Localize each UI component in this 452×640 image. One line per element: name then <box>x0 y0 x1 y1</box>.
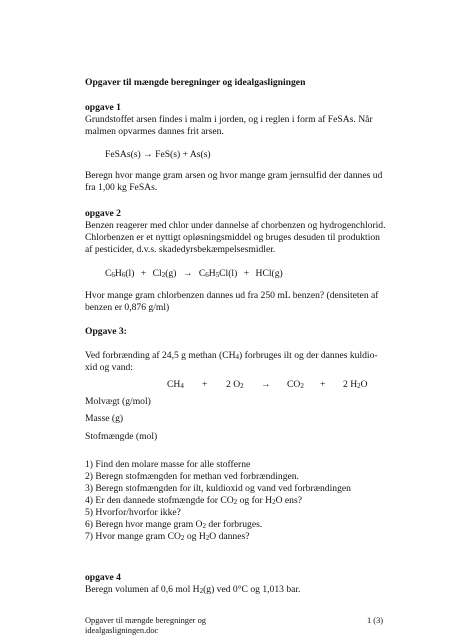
opgave3-intro-line2: xid og vand: <box>85 362 133 373</box>
co2-formula: $CO_2$ <box>287 379 304 390</box>
reaction-arrow: → <box>261 379 271 390</box>
list-item: 4) Er den dannede stofmængde for $CO_2$ og for $H_2O$ ens? <box>85 495 302 506</box>
reaction-arrow: → <box>182 268 193 279</box>
opgave1-question-line1: Beregn hvor mange gram arsen og hvor mange gram jernsulfid der dannes ud <box>85 170 383 181</box>
opgave2-question-line1: Hvor mange gram chlorbenzen dannes ud fra 250 mL benzen? (densiteten af <box>85 290 379 301</box>
document-title: Opgaver til mængde beregninger og idealgasligningen <box>85 77 306 88</box>
list-item: 5) Hvorfor/hvorfor ikke? <box>85 507 181 518</box>
opgave1-equation: FeSAs(s) → FeS(s) + As(s) <box>105 149 211 160</box>
opgave3-intro-line1: Ved forbrænding af 24,5 g methan $(CH_4)$ forbruges ilt og der dannes kuldio- <box>85 350 378 361</box>
opgave2-text-line3: af pesticider, d.v.s. skadedyrsbekæmpelsesmidler. <box>85 244 276 255</box>
list-item: 2) Beregn stofmængden for methan ved forbrændingen. <box>85 471 299 482</box>
row-label-masse: Masse (g) <box>85 413 124 424</box>
list-item: 7) Hvor mange gram $CO_2$ og $H_2O$ dannes? <box>85 531 250 542</box>
methane-formula: $CH_4$ <box>167 379 184 390</box>
row-label-molvaegt: Molvægt (g/mol) <box>85 396 151 407</box>
opgave2-text-line2: Chlorbenzen er et nyttigt opløsningsmiddel og bruges desuden til produktion <box>85 232 380 243</box>
opgave1-text-line2: malmen opvarmes dannes frit arsen. <box>85 126 224 137</box>
benzene-formula: $C_6H_6(l)$ <box>105 268 135 279</box>
opgave4-text: Beregn volumen af 0,6 mol $H_2(g)$ ved 0°C og 1,013 bar. <box>85 584 301 595</box>
footer-page-number: 1 (3) <box>367 616 384 625</box>
opgave4-heading: opgave 4 <box>85 572 121 583</box>
opgave1-heading: opgave 1 <box>85 102 121 113</box>
opgave2-text-line1: Benzen reagerer med chlor under dannelse af chorbenzen og hydrogenchlorid. <box>85 220 386 231</box>
footer-filename-line1: Opgaver til mængde beregninger og <box>85 616 206 625</box>
list-item: 6) Beregn hvor mange gram $O_2$ der forbruges. <box>85 519 263 530</box>
row-label-stofmaengde: Stofmængde (mol) <box>85 431 158 442</box>
water-formula: 2 $H_2O$ <box>343 379 368 390</box>
plus-sign: + <box>202 379 208 390</box>
plus-sign: + <box>243 268 250 279</box>
plus-sign: + <box>140 268 147 279</box>
opgave3-heading: Opgave 3: <box>85 326 127 337</box>
oxygen-formula: 2 $O_2$ <box>226 379 244 390</box>
opgave1-question-line2: fra 1,00 kg FeSAs. <box>85 182 158 193</box>
list-item: 1) Find den molare masse for alle stofferne <box>85 459 251 470</box>
chlorobenzene-formula: $C_6H_5Cl(l)$ <box>198 268 238 279</box>
hcl-formula: HCl(g) <box>255 268 283 279</box>
opgave2-question-line2: benzen er 0,876 g/ml) <box>85 302 170 313</box>
opgave2-equation <box>105 268 287 280</box>
footer-filename-line2: idealgasligningen.doc <box>85 626 159 635</box>
opgave1-text-line1: Grundstoffet arsen findes i malm i jorden, og i reglen i form af FeSAs. Når <box>85 114 373 125</box>
plus-sign: + <box>320 379 326 390</box>
list-item: 3) Beregn stofmængden for ilt, kuldioxid og vand ved forbrændingen <box>85 483 351 494</box>
opgave2-heading: opgave 2 <box>85 208 121 219</box>
chlorine-formula: $Cl_2(g)$ <box>152 268 177 279</box>
